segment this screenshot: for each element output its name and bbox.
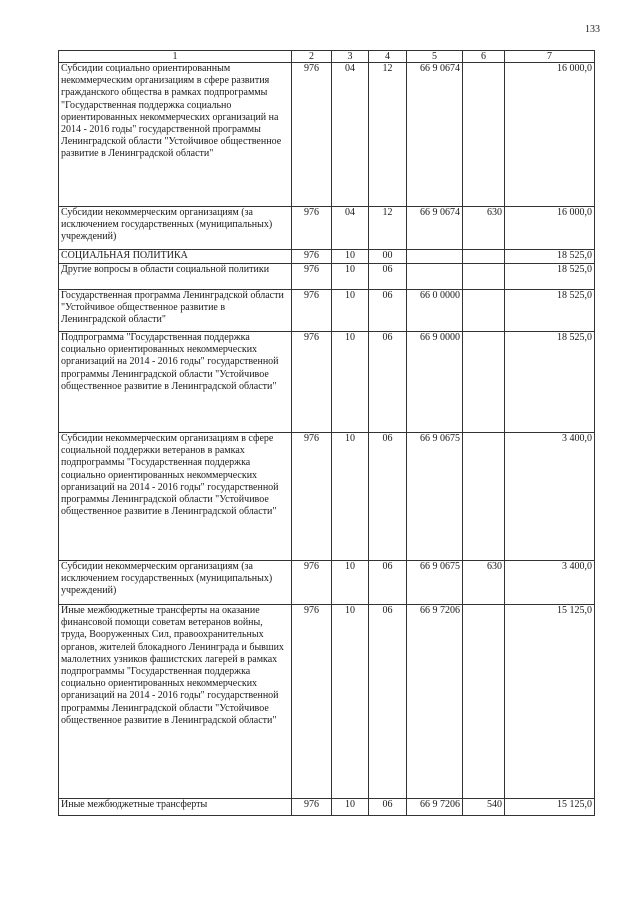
row-expense-type [463,332,505,433]
row-expense-type: 630 [463,561,505,605]
row-target-article: 66 9 0675 [407,433,463,561]
row-name: Субсидии некоммерческим организациям (за исключением государственных (муниципальных) учреждений) [59,561,292,605]
row-admin-code: 976 [292,799,332,816]
table-row [59,250,595,264]
row-target-article: 66 9 7206 [407,605,463,799]
row-subsection: 12 [369,63,407,207]
row-subsection: 06 [369,264,407,290]
row-admin-code: 976 [292,63,332,207]
row-subsection: 06 [369,561,407,605]
row-admin-code: 976 [292,207,332,250]
row-amount: 15 125,0 [505,799,595,816]
row-target-article [407,264,463,290]
budget-table [58,50,595,816]
row-amount: 3 400,0 [505,561,595,605]
row-admin-code: 976 [292,561,332,605]
row-name: Субсидии некоммерческим организациям в сфере социальной поддержки ветеранов в рамках подпрограммы "Государственная поддержка социально ориентированных некоммерческих организаций на 2014 - 2016 годы" государственной программы Ленинградской области "Устойчивое общественное развитие в Ленинградской области" [59,433,292,561]
table-row [59,332,595,433]
row-expense-type [463,290,505,332]
row-section: 10 [332,605,369,799]
table-row [59,433,595,561]
row-section: 10 [332,433,369,561]
row-section: 04 [332,207,369,250]
row-section: 10 [332,799,369,816]
column-header: 5 [407,51,463,63]
column-header: 2 [292,51,332,63]
column-header: 6 [463,51,505,63]
row-amount: 18 525,0 [505,250,595,264]
row-admin-code: 976 [292,433,332,561]
table-row [59,605,595,799]
table-row [59,799,595,816]
table-row [59,561,595,605]
row-section: 10 [332,250,369,264]
table-row [59,290,595,332]
row-name: Иные межбюджетные трансферты [59,799,292,816]
row-name: Государственная программа Ленинградской области "Устойчивое общественное развитие в Ленинградской области" [59,290,292,332]
row-expense-type [463,605,505,799]
row-expense-type [463,433,505,561]
row-amount: 16 000,0 [505,207,595,250]
row-subsection: 06 [369,290,407,332]
table-row [59,63,595,207]
row-subsection: 06 [369,799,407,816]
column-header: 7 [505,51,595,63]
column-header-row [59,51,595,63]
row-expense-type [463,63,505,207]
row-name: СОЦИАЛЬНАЯ ПОЛИТИКА [59,250,292,264]
row-name: Иные межбюджетные трансферты на оказание финансовой помощи советам ветеранов войны, труда, Вооруженных Сил, правоохранительных органов, жителей блокадного Ленинграда и бывших малолетних узников фашистских лагерей в рамках подпрограммы "Государственная поддержка социально ориентированных некоммерческих организаций на 2014 - 2016 годы" государственной программы Ленинградской области "Устойчивое общественное развитие в Ленинградской области" [59,605,292,799]
row-target-article: 66 0 0000 [407,290,463,332]
row-expense-type: 630 [463,207,505,250]
row-admin-code: 976 [292,332,332,433]
row-name: Другие вопросы в области социальной политики [59,264,292,290]
column-header: 1 [59,51,292,63]
row-admin-code: 976 [292,290,332,332]
row-subsection: 06 [369,332,407,433]
row-amount: 18 525,0 [505,290,595,332]
column-header: 4 [369,51,407,63]
row-section: 10 [332,290,369,332]
row-expense-type [463,250,505,264]
row-amount: 3 400,0 [505,433,595,561]
row-target-article: 66 9 0674 [407,207,463,250]
row-section: 10 [332,332,369,433]
row-subsection: 00 [369,250,407,264]
row-admin-code: 976 [292,264,332,290]
row-subsection: 12 [369,207,407,250]
table-row [59,207,595,250]
row-amount: 18 525,0 [505,332,595,433]
row-amount: 16 000,0 [505,63,595,207]
row-target-article: 66 9 0675 [407,561,463,605]
column-header: 3 [332,51,369,63]
page-number: 133 [585,24,600,35]
row-name: Подпрограмма "Государственная поддержка социально ориентированных некоммерческих организаций на 2014 - 2016 годы" государственной программы Ленинградской области "Устойчивое общественное развитие в Ленинградской области" [59,332,292,433]
row-target-article: 66 9 0674 [407,63,463,207]
row-section: 10 [332,561,369,605]
row-expense-type [463,264,505,290]
table-row [59,264,595,290]
row-name: Субсидии социально ориентированным некоммерческим организациям в сфере развития гражданского общества в рамках подпрограммы "Государственная поддержка социально ориентированных некоммерческих организаций на 2014 - 2016 годы" государственной программы Ленинградской области "Устойчивое общественное развитие в Ленинградской области" [59,63,292,207]
row-section: 10 [332,264,369,290]
row-amount: 15 125,0 [505,605,595,799]
row-subsection: 06 [369,433,407,561]
row-subsection: 06 [369,605,407,799]
row-admin-code: 976 [292,605,332,799]
row-target-article [407,250,463,264]
row-amount: 18 525,0 [505,264,595,290]
row-section: 04 [332,63,369,207]
row-target-article: 66 9 0000 [407,332,463,433]
row-name: Субсидии некоммерческим организациям (за исключением государственных (муниципальных) учреждений) [59,207,292,250]
row-expense-type: 540 [463,799,505,816]
row-target-article: 66 9 7206 [407,799,463,816]
row-admin-code: 976 [292,250,332,264]
